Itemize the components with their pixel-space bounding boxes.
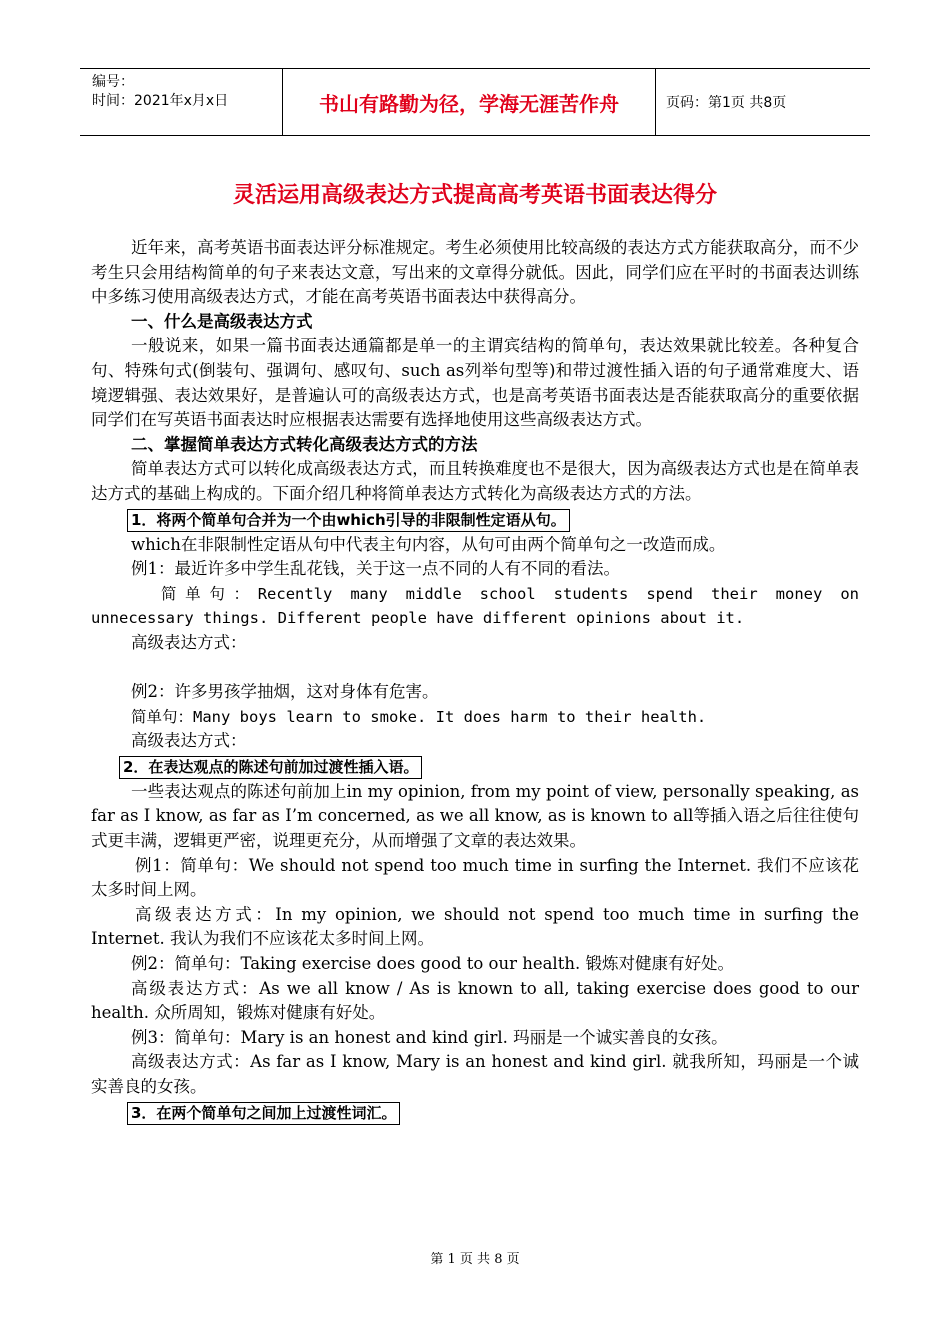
paragraph: 一般说来，如果一篇书面表达通篇都是单一的主谓宾结构的简单句，表达效果就比较差。各种复合句、特殊句式(倒装句、强调句、感叹句、such as列举句型等)和带过渡性插入语的句子通常难度大、语境逻辑强、表达效果好，是普遍认可的高级表达方式，也是高考英语书面表达是否能获取高分的重要依据同学们在写英语书面表达时应根据表达需要有选择地使用这些高级表达方式。 — [91, 336, 859, 430]
header-divider — [655, 69, 656, 135]
date-label: 时间：2021年x月x日 — [92, 93, 229, 109]
method-heading-box: 1．将两个简单句合并为一个由which引导的非限制性定语从句。 — [127, 509, 570, 532]
section-heading: 一、什么是高级表达方式 — [131, 311, 313, 331]
header-table — [80, 68, 870, 136]
example-advanced: 高级表达方式：In my opinion, we should not spend too much time in surfing the Internet. 我认为我们不应该花太多时间上网。 — [91, 904, 859, 949]
example-simple: 例1：简单句：We should not spend too much time in surfing the Internet. 我们不应该花太多时间上网。 — [91, 855, 859, 900]
example-line: 例2：许多男孩学抽烟，这对身体有危害。 — [131, 682, 439, 702]
header-motto: 书山有路勤为径，学海无涯苦作舟 — [319, 91, 619, 116]
example-advanced: 高级表达方式：As far as I know, Mary is an honest and kind girl. 就我所知，玛丽是一个诚实善良的女孩。 — [91, 1052, 859, 1096]
example-advanced: 高级表达方式：As we all know / As is known to all, taking exercise does good to our health. 众所周知，锻炼对健康有好处。 — [91, 978, 859, 1023]
document-title: 灵活运用高级表达方式提高高考英语书面表达得分 — [232, 183, 717, 208]
header-page-info: 页码：第1页 共8页 — [666, 95, 787, 111]
example-simple: 例2：简单句：Taking exercise does good to our health. 锻炼对健康有好处。 — [131, 954, 734, 974]
example-simple: 例3：简单句：Mary is an honest and kind girl. 玛丽是一个诚实善良的女孩。 — [131, 1027, 728, 1047]
example-advanced: 高级表达方式： — [131, 632, 247, 652]
paragraph: 简单表达方式可以转化成高级表达方式，而且转换难度也不是很大，因为高级表达方式也是在简单表达方式的基础上构成的。下面介绍几种将简单表达方式转化为高级表达方式的方法。 — [91, 459, 859, 503]
paragraph: 一些表达观点的陈述句前加上in my opinion, from my point of view, personally speaking, as far as I know, as far as I’m concerned, as we all know, as is known to all等插入语之后往往使句式更丰满，逻辑更严密，说理更充分，从而增强了文章的表达效果。 — [91, 781, 859, 851]
section-heading: 二、掌握简单表达方式转化高级表达方式的方法 — [131, 434, 478, 454]
example-line: 例1：最近许多中学生乱花钱，关于这一点不同的人有不同的看法。 — [131, 559, 620, 579]
example-simple: 简单句：Many boys learn to smoke. It does harm to their health. — [131, 707, 707, 726]
paragraph: which在非限制性定语从句中代表主句内容，从句可由两个简单句之一改造而成。 — [131, 534, 726, 554]
method-heading-box: 2．在表达观点的陈述句前加过渡性插入语。 — [119, 756, 422, 779]
number-label: 编号： — [92, 74, 134, 90]
header-meta — [92, 73, 282, 111]
method-heading-box: 3．在两个简单句之间加上过渡性词汇。 — [127, 1102, 400, 1125]
document-body — [91, 236, 859, 1126]
example-simple: 简单句：Recently many middle school students spend their money on unnecessary things. Different people have different opinions about it. — [91, 584, 859, 628]
page-footer: 第 1 页 共 8 页 — [430, 1252, 520, 1267]
intro-paragraph: 近年来，高考英语书面表达评分标准规定。考生必须使用比较高级的表达方式方能获取高分，而不少考生只会用结构简单的句子来表达文意，写出来的文章得分就低。因此，同学们应在平时的书面表达训练中多练习使用高级表达方式，才能在高考英语书面表达中获得高分。 — [91, 238, 859, 307]
example-advanced: 高级表达方式： — [131, 731, 247, 751]
blank-line — [91, 656, 859, 681]
